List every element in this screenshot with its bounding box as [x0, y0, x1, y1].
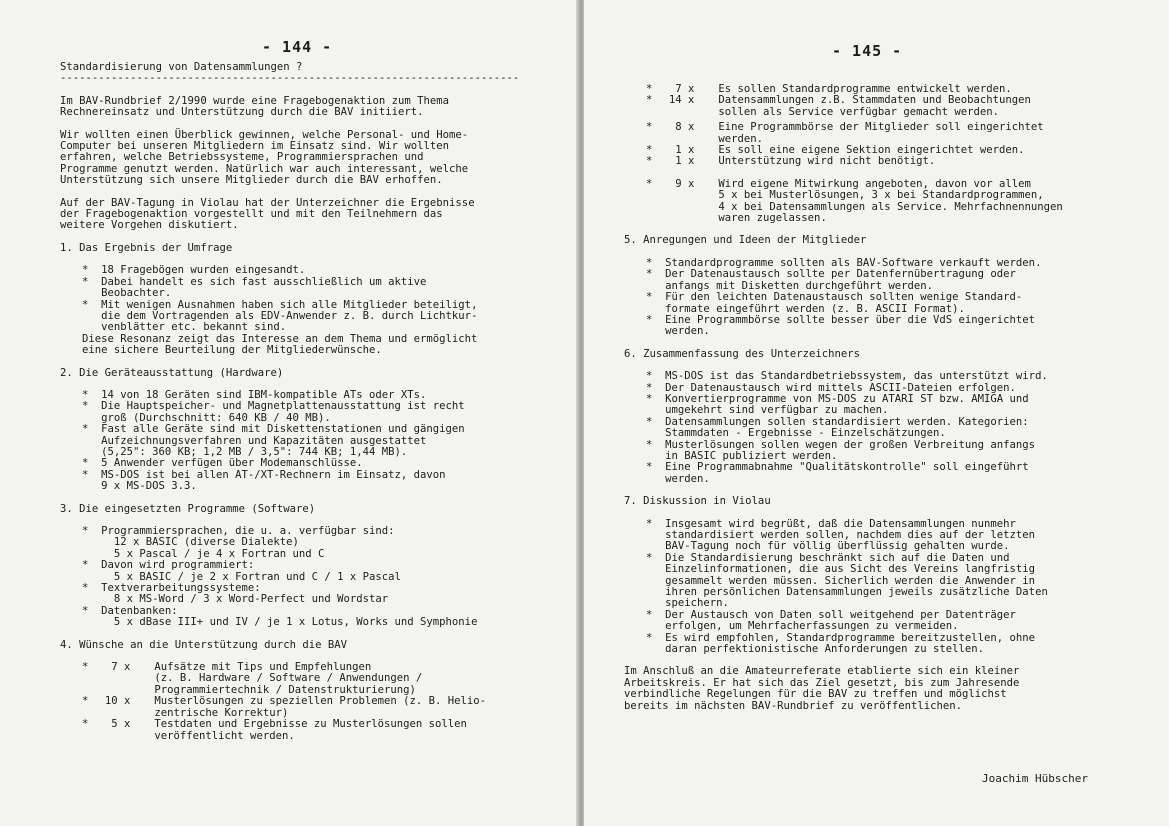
- wish-count: 7 x: [675, 83, 695, 95]
- list-item: [82, 526, 560, 560]
- list-item: [82, 401, 560, 424]
- wish-item: [82, 719, 560, 742]
- bullet-asterisk: *: [82, 457, 102, 470]
- text-line: Der Datenaustausch sollte per Datenfernübertragung oder: [665, 268, 1016, 281]
- list-item: [646, 417, 1159, 440]
- text-line: Mit wenigen Ausnahmen haben sich alle Mitglieder beteiligt,: [101, 298, 478, 311]
- bullet-asterisk: *: [646, 392, 666, 405]
- section-4-heading: 4. Wünsche an die Unterstützung durch die BAV: [60, 638, 348, 651]
- section-2-heading: 2. Die Geräteausstattung (Hardware): [60, 366, 284, 379]
- text-line: 18 Fragebögen wurden eingesandt.: [101, 264, 306, 277]
- bullet-asterisk: *: [646, 461, 666, 474]
- wish-item: [82, 696, 560, 719]
- bullet-asterisk: *: [646, 177, 653, 190]
- section-7-list: [646, 519, 1159, 656]
- text-line: Programme genutzt werden. Natürlich war auch interessant, welche: [60, 162, 469, 175]
- bullet-asterisk: *: [646, 83, 653, 95]
- list-item: [82, 560, 560, 583]
- text-line: Die Standardisierung beschränkt sich auf die Daten und: [665, 551, 1010, 564]
- text-line: Eine Programmabnahme "Qualitätskontrolle" soll eingeführt: [665, 461, 1029, 474]
- list-item: [82, 277, 560, 300]
- section-3-list: [82, 526, 560, 629]
- section-6-heading: 6. Zusammenfassung des Unterzeichners: [624, 347, 860, 360]
- list-item: [82, 583, 560, 606]
- text-line: Programmiertechnik / Datenstrukturierung): [154, 683, 416, 696]
- text-line: in BASIC publiziert werden.: [665, 449, 838, 462]
- text-line: Rechnereinsatz und Unterstützung durch die BAV initiiert.: [60, 106, 424, 119]
- paragraph: [60, 198, 560, 232]
- section-6-list: [646, 371, 1159, 485]
- wish-item: [646, 156, 1159, 167]
- paragraph: [60, 130, 560, 187]
- bullet-asterisk: *: [646, 551, 666, 564]
- text-line: formate eingeführt werden (z. B. ASCII Format).: [665, 302, 965, 315]
- list-item: [646, 519, 1159, 553]
- text-line: Im BAV-Rundbrief 2/1990 wurde eine Fragebogenaktion zum Thema: [60, 94, 450, 107]
- bullet-asterisk: *: [646, 608, 666, 621]
- list-item: [646, 394, 1159, 417]
- text-line: Die Hauptspeicher- und Magnetplattenausstattung ist recht: [101, 400, 465, 413]
- page-144: [0, 0, 578, 826]
- section-2-list: [82, 390, 560, 493]
- list-item: [646, 292, 1159, 315]
- text-line: Diese Resonanz zeigt das Interesse an dem Thema und ermöglicht: [82, 332, 478, 345]
- bullet-asterisk: *: [646, 313, 666, 326]
- text-line: gesammelt werden müssen. Sicherlich werden die Anwender in: [665, 574, 1036, 587]
- list-item: [82, 470, 560, 493]
- text-line: 5 x bei Musterlösungen, 3 x bei Standardprogrammen,: [718, 189, 1044, 202]
- text-line: Einzelinformationen, die aus Sicht des Vereins langfristig: [665, 563, 1036, 576]
- closing-paragraph: [624, 666, 1159, 712]
- text-line: sollen als Service verfügbar gemacht werden.: [718, 105, 1000, 118]
- text-line: werden.: [718, 132, 764, 145]
- text-line: Aufzeichnungsverfahren und Kapazitäten ausgestattet: [101, 434, 427, 447]
- text-line: Textverarbeitungssysteme:: [101, 582, 261, 595]
- text-line: MS-DOS ist das Standardbetriebssystem, das unterstützt wird.: [665, 370, 1048, 383]
- list-item: [82, 606, 560, 629]
- text-line: Wir wollten einen Überblick gewinnen, welche Personal- und Home-: [60, 128, 469, 141]
- text-line: Programmiersprachen, die u. a. verfügbar sind:: [101, 525, 395, 537]
- text-line: 4 x bei Datensammlungen als Service. Mehrfachnennungen: [718, 200, 1063, 213]
- text-line: waren zugelassen.: [718, 212, 827, 225]
- bullet-asterisk: *: [82, 388, 102, 401]
- text-line: venblätter etc. bekannt sind.: [101, 321, 287, 334]
- text-line: 9 x MS-DOS 3.3.: [101, 480, 197, 493]
- text-line: Fast alle Geräte sind mit Diskettenstationen und gängigen: [101, 423, 465, 436]
- text-line: Unterstützung sich unsere Mitglieder durch die BAV erhoffen.: [60, 174, 443, 187]
- text-line: Im Anschluß an die Amateurreferate etablierte sich ein kleiner: [624, 665, 1020, 678]
- bullet-asterisk: *: [82, 400, 102, 413]
- paragraph: [60, 96, 560, 119]
- text-line: 5 x dBase III+ und IV / je 1 x Lotus, Works und Symphonie: [101, 616, 478, 629]
- text-line: ihren persönlichen Datensammlungen jeweils zusätzliche Daten: [665, 586, 1048, 599]
- section-1-list: [82, 265, 560, 333]
- text-line: die dem Vortragenden als EDV-Anwender z. B. durch Lichtkur-: [101, 309, 478, 322]
- intro-paragraphs: [60, 96, 560, 232]
- text-line: werden.: [665, 472, 710, 485]
- section-7-heading: 7. Diskussion in Violau: [624, 495, 771, 508]
- text-line: 5 x BASIC / je 2 x Fortran und C / 1 x Pascal: [101, 570, 401, 583]
- page-number: - 144 -: [262, 38, 333, 56]
- bullet-asterisk: *: [82, 661, 89, 674]
- wish-count: 1 x: [675, 144, 695, 157]
- text-line: Es soll eine eigene Sektion eingerichtet werden.: [718, 144, 1025, 157]
- bullet-asterisk: *: [82, 695, 89, 708]
- text-line: BAV-Tagung noch für völlig überflüssig gehalten wurde.: [665, 540, 1010, 553]
- text-line: eine sichere Beurteilung der Mitgliederwünsche.: [82, 344, 382, 357]
- list-item: [646, 269, 1159, 292]
- wish-count: 8 x: [675, 121, 695, 134]
- title-rule: ------------------------------------------------------------------------: [60, 73, 520, 85]
- wish-count: 5 x: [111, 718, 131, 731]
- list-item: [646, 371, 1159, 382]
- text-line: Musterlösungen sollen wegen der großen Verbreitung anfangs: [665, 438, 1036, 451]
- text-line: standardisiert werden sollen, nachdem dies auf der letzten: [665, 529, 1036, 541]
- text-line: 8 x MS-Word / 3 x Word-Perfect und Wordstar: [101, 593, 389, 606]
- section-1-heading: 1. Das Ergebnis der Umfrage: [60, 241, 233, 254]
- text-line: Eine Programmbörse der Mitglieder soll eingerichtet: [718, 121, 1044, 134]
- bullet-asterisk: *: [646, 631, 666, 644]
- wish-count: 9 x: [675, 177, 695, 190]
- section-5-list: [646, 258, 1159, 338]
- wish-count: 7 x: [111, 661, 131, 674]
- bullet-asterisk: *: [646, 438, 666, 451]
- list-item: [646, 462, 1159, 485]
- list-item: [82, 300, 560, 334]
- text-line: Der Datenaustausch wird mittels ASCII-Dateien erfolgen.: [665, 381, 1016, 394]
- text-line: Beobachter.: [101, 287, 172, 300]
- text-line: 5 x Pascal / je 4 x Fortran und C: [101, 547, 325, 560]
- bullet-asterisk: *: [82, 525, 102, 537]
- bullet-asterisk: *: [82, 468, 102, 481]
- bullet-asterisk: *: [82, 718, 89, 731]
- text-line: Für den leichten Datenaustausch sollten wenige Standard-: [665, 291, 1023, 304]
- bullet-asterisk: *: [82, 423, 102, 436]
- bullet-asterisk: *: [646, 155, 653, 168]
- text-line: anfangs mit Disketten durchgeführt werden.: [665, 279, 934, 292]
- text-line: (5,25": 360 KB; 1,2 MB / 3,5": 744 KB; 1,44 MB).: [101, 445, 408, 458]
- page-144-content: [60, 62, 560, 753]
- text-line: Testdaten und Ergebnisse zu Musterlösungen sollen: [154, 718, 467, 731]
- text-line: verbindliche Regelungen für die BAV zu treffen und möglichst: [624, 688, 1007, 701]
- text-line: Stammdaten - Ergebnisse - Einzelschätzungen.: [665, 427, 946, 440]
- text-line: Eine Programmbörse sollte besser über die VdS eingerichtet: [665, 313, 1036, 326]
- text-line: groß (Durchschnitt: 640 KB / 40 MB).: [101, 411, 331, 424]
- page-number: - 145 -: [832, 42, 903, 60]
- text-line: Aufsätze mit Tips und Empfehlungen: [154, 661, 372, 674]
- bullet-asterisk: *: [646, 381, 666, 394]
- text-line: Datenbanken:: [101, 604, 178, 617]
- wish-count: 1 x: [675, 155, 695, 168]
- bullet-asterisk: *: [82, 582, 102, 595]
- list-item: [646, 553, 1159, 610]
- bullet-asterisk: *: [646, 291, 666, 304]
- text-line: 5 Anwender verfügen über Modemanschlüsse.: [101, 457, 363, 470]
- text-line: Datensammlungen sollen standardisiert werden. Kategorien:: [665, 415, 1029, 428]
- article-title: Standardisierung von Datensammlungen ?: [60, 61, 303, 73]
- bullet-asterisk: *: [646, 144, 653, 157]
- text-line: zentrische Korrektur): [154, 706, 289, 719]
- text-line: Musterlösungen zu speziellen Problemen (z. B. Helio-: [154, 695, 487, 708]
- bullet-asterisk: *: [82, 298, 102, 311]
- text-line: Computer bei unseren Mitgliedern im Einsatz sind. Wir wollten: [60, 140, 450, 153]
- bullet-asterisk: *: [82, 559, 102, 572]
- bullet-asterisk: *: [646, 415, 666, 428]
- wish-item: [82, 662, 560, 696]
- bullet-asterisk: *: [646, 121, 653, 134]
- wish-item: [646, 179, 1159, 225]
- bullet-asterisk: *: [646, 268, 666, 281]
- list-item: [82, 424, 560, 458]
- text-line: Davon wird programmiert:: [101, 559, 255, 572]
- text-line: Arbeitskreis. Er hat sich das Ziel gesetzt, bis zum Jahresende: [624, 676, 1020, 689]
- text-line: veröffentlicht werden.: [154, 729, 295, 742]
- text-line: Auf der BAV-Tagung in Violau hat der Unterzeichner die Ergebnisse: [60, 196, 475, 209]
- text-line: Wird eigene Mitwirkung angeboten, davon vor allem: [718, 177, 1031, 190]
- list-item: [646, 633, 1159, 656]
- bullet-asterisk: *: [82, 264, 102, 277]
- section-4-continued-list: [646, 84, 1159, 224]
- bullet-asterisk: *: [82, 604, 102, 617]
- bullet-asterisk: *: [646, 517, 666, 530]
- section-5-heading: 5. Anregungen und Ideen der Mitglieder: [624, 234, 867, 247]
- text-line: Der Austausch von Daten soll weitgehend per Datenträger: [665, 608, 1016, 621]
- text-line: bereits im nächsten BAV-Rundbrief zu veröffentlichen.: [624, 699, 963, 712]
- wish-item: [646, 122, 1159, 145]
- page-145: [584, 0, 1169, 826]
- list-item: [646, 610, 1159, 633]
- text-line: speichern.: [665, 597, 729, 610]
- page-145-content: [624, 84, 1159, 712]
- wish-count: 10 x: [104, 695, 131, 708]
- author-signature: Joachim Hübscher: [982, 772, 1088, 785]
- section-1-note: [82, 334, 560, 357]
- text-line: Insgesamt wird begrüßt, daß die Datensammlungen nunmehr: [665, 517, 1016, 530]
- text-line: erfahren, welche Betriebssysteme, Programmiersprachen und: [60, 151, 424, 164]
- bullet-asterisk: *: [82, 275, 102, 288]
- list-item: [646, 440, 1159, 463]
- text-line: Dabei handelt es sich fast ausschließlich um aktive: [101, 275, 427, 288]
- text-line: umgekehrt sind verfügbar zu machen.: [665, 404, 889, 417]
- text-line: Datensammlungen z.B. Stammdaten und Beobachtungen: [718, 94, 1031, 107]
- section-4-list: [82, 662, 560, 742]
- text-line: Konvertierprogramme von MS-DOS zu ATARI ST bzw. AMIGA und: [665, 392, 1029, 405]
- wish-item: [646, 95, 1159, 118]
- text-line: weitere Vorgehen diskutiert.: [60, 219, 239, 232]
- text-line: MS-DOS ist bei allen AT-/XT-Rechnern im Einsatz, davon: [101, 468, 446, 481]
- text-line: Es sollen Standardprogramme entwickelt werden.: [718, 83, 1012, 95]
- text-line: (z. B. Hardware / Software / Anwendungen /: [154, 672, 423, 685]
- text-line: Unterstützung wird nicht benötigt.: [718, 155, 936, 168]
- text-line: 12 x BASIC (diverse Dialekte): [101, 536, 299, 549]
- text-line: der Fragebogenaktion vorgestellt und mit den Teilnehmern das: [60, 208, 443, 221]
- list-item: [646, 315, 1159, 338]
- text-line: Standardprogramme sollten als BAV-Software verkauft werden.: [665, 256, 1042, 269]
- text-line: daran perfektionistische Anforderungen zu stellen.: [665, 643, 985, 656]
- section-3-heading: 3. Die eingesetzten Programme (Software): [60, 502, 316, 515]
- text-line: Es wird empfohlen, Standardprogramme bereitzustellen, ohne: [665, 631, 1036, 644]
- bullet-asterisk: *: [646, 370, 666, 383]
- text-line: erfolgen, um Mehrfacherfassungen zu vermeiden.: [665, 620, 959, 633]
- bullet-asterisk: *: [646, 94, 653, 107]
- bullet-asterisk: *: [646, 256, 666, 269]
- text-line: werden.: [665, 325, 710, 338]
- wish-count: 14 x: [668, 94, 695, 107]
- text-line: 14 von 18 Geräten sind IBM-kompatible ATs oder XTs.: [101, 388, 427, 401]
- list-item: [82, 265, 560, 276]
